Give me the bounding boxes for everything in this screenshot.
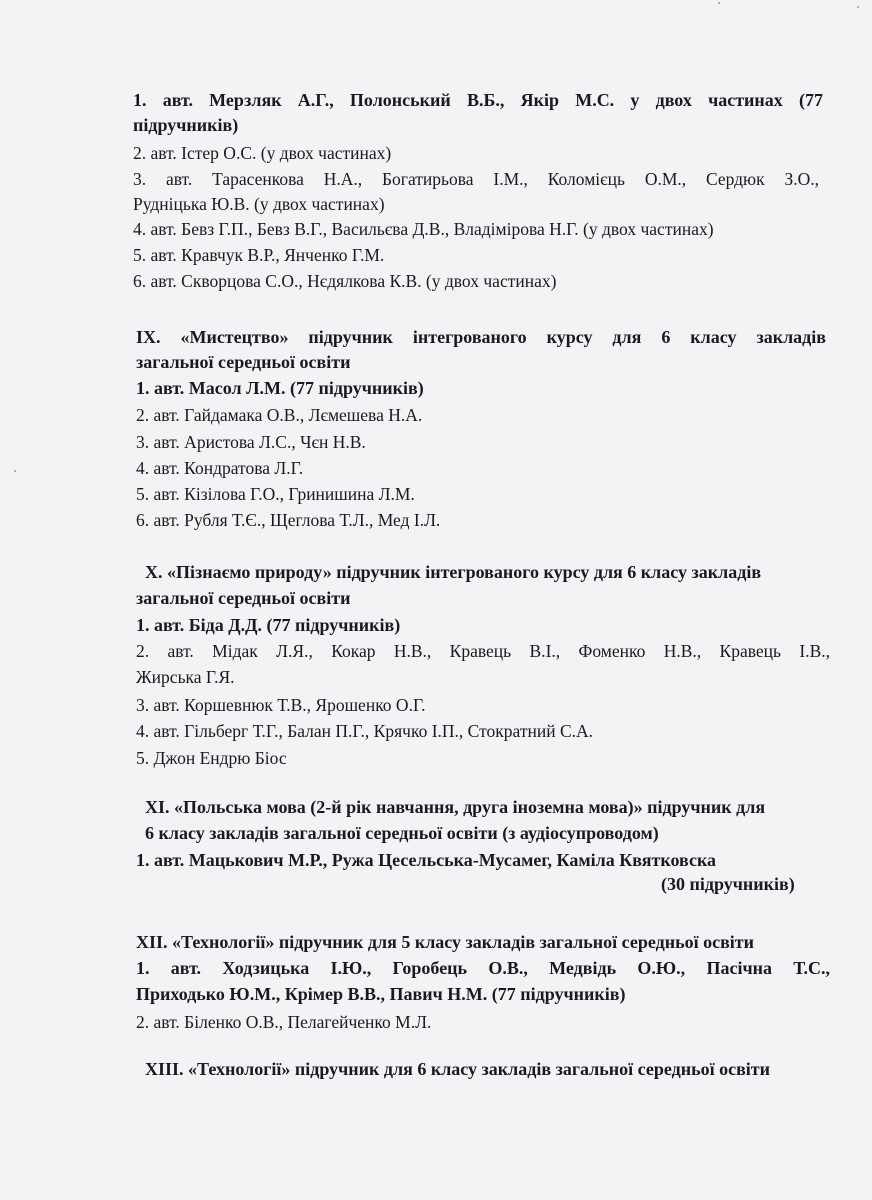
list-item: 4. авт. Кондратова Л.Г. — [136, 458, 304, 478]
list-item: 1. авт. Мерзляк А.Г., Полонський В.Б., Якір М.С. у двох частинах (77 — [133, 90, 823, 110]
list-item: 3. авт. Тарасенкова Н.А., Богатирьова І.М., Коломієць О.М., Сердюк З.О., — [133, 169, 819, 189]
list-item: 1. авт. Масол Л.М. (77 підручників) — [136, 378, 424, 398]
list-item: 5. авт. Кізілова Г.О., Гринишина Л.М. — [136, 484, 415, 504]
list-item: 6. авт. Скворцова С.О., Нєдялкова К.В. (у двох частинах) — [133, 271, 557, 291]
scan-speck — [14, 470, 16, 472]
list-item: 6. авт. Рубля Т.Є., Щеглова Т.Л., Мед І.Л. — [136, 510, 441, 530]
list-item: 5. Джон Ендрю Біос — [136, 748, 287, 768]
section-heading: ІХ. «Мистецтво» підручник інтегрованого курсу для 6 класу закладів — [136, 327, 826, 347]
list-item: 3. авт. Коршевнюк Т.В., Ярошенко О.Г. — [136, 695, 426, 715]
section-heading: ХІІІ. «Технології» підручник для 6 класу закладів загальної середньої освіти — [145, 1059, 771, 1079]
list-item: 2. авт. Біленко О.В., Пелагейченко М.Л. — [136, 1012, 432, 1032]
list-item: 1. авт. Біда Д.Д. (77 підручників) — [136, 615, 401, 635]
section-heading: ХІІ. «Технології» підручник для 5 класу закладів загальної середньої освіти — [136, 932, 755, 952]
section-heading: Х. «Пізнаємо природу» підручник інтегрованого курсу для 6 класу закладів — [145, 562, 762, 582]
list-item: Жирська Г.Я. — [136, 667, 235, 687]
list-item: 3. авт. Аристова Л.С., Чєн Н.В. — [136, 432, 366, 452]
list-item: 1. авт. Ходзицька І.Ю., Горобець О.В., Медвідь О.Ю., Пасічна Т.С., — [136, 958, 830, 978]
section-heading: 6 класу закладів загальної середньої освіти (з аудіосупроводом) — [145, 823, 659, 843]
section-heading: загальної середньої освіти — [136, 352, 351, 372]
list-item: 4. авт. Гільберг Т.Г., Балан П.Г., Крячко І.П., Стократний С.А. — [136, 721, 594, 741]
section-heading: ХІ. «Польська мова (2-й рік навчання, друга іноземна мова)» підручник для — [145, 797, 766, 817]
list-item: підручників) — [133, 115, 239, 135]
scan-speck — [857, 6, 859, 8]
list-item: 4. авт. Бевз Г.П., Бевз В.Г., Васильєва Д.В., Владімірова Н.Г. (у двох частинах) — [133, 219, 714, 239]
list-item: 2. авт. Мідак Л.Я., Кокар Н.В., Кравець В.І., Фоменко Н.В., Кравець І.В., — [136, 641, 830, 661]
section-heading: загальної середньої освіти — [136, 588, 351, 608]
scan-speck — [718, 2, 720, 4]
list-item: 2. авт. Гайдамака О.В., Лємешева Н.А. — [136, 405, 423, 425]
list-item: 1. авт. Мацькович М.Р., Ружа Цесельська-Мусамег, Каміла Квятковска — [136, 850, 717, 870]
list-item: (30 підручників) — [661, 874, 795, 894]
list-item: 2. авт. Істер О.С. (у двох частинах) — [133, 143, 392, 163]
list-item: Рудніцька Ю.В. (у двох частинах) — [133, 194, 385, 214]
list-item: 5. авт. Кравчук В.Р., Янченко Г.М. — [133, 245, 385, 265]
list-item: Приходько Ю.М., Крімер В.В., Павич Н.М. (77 підручників) — [136, 984, 626, 1004]
